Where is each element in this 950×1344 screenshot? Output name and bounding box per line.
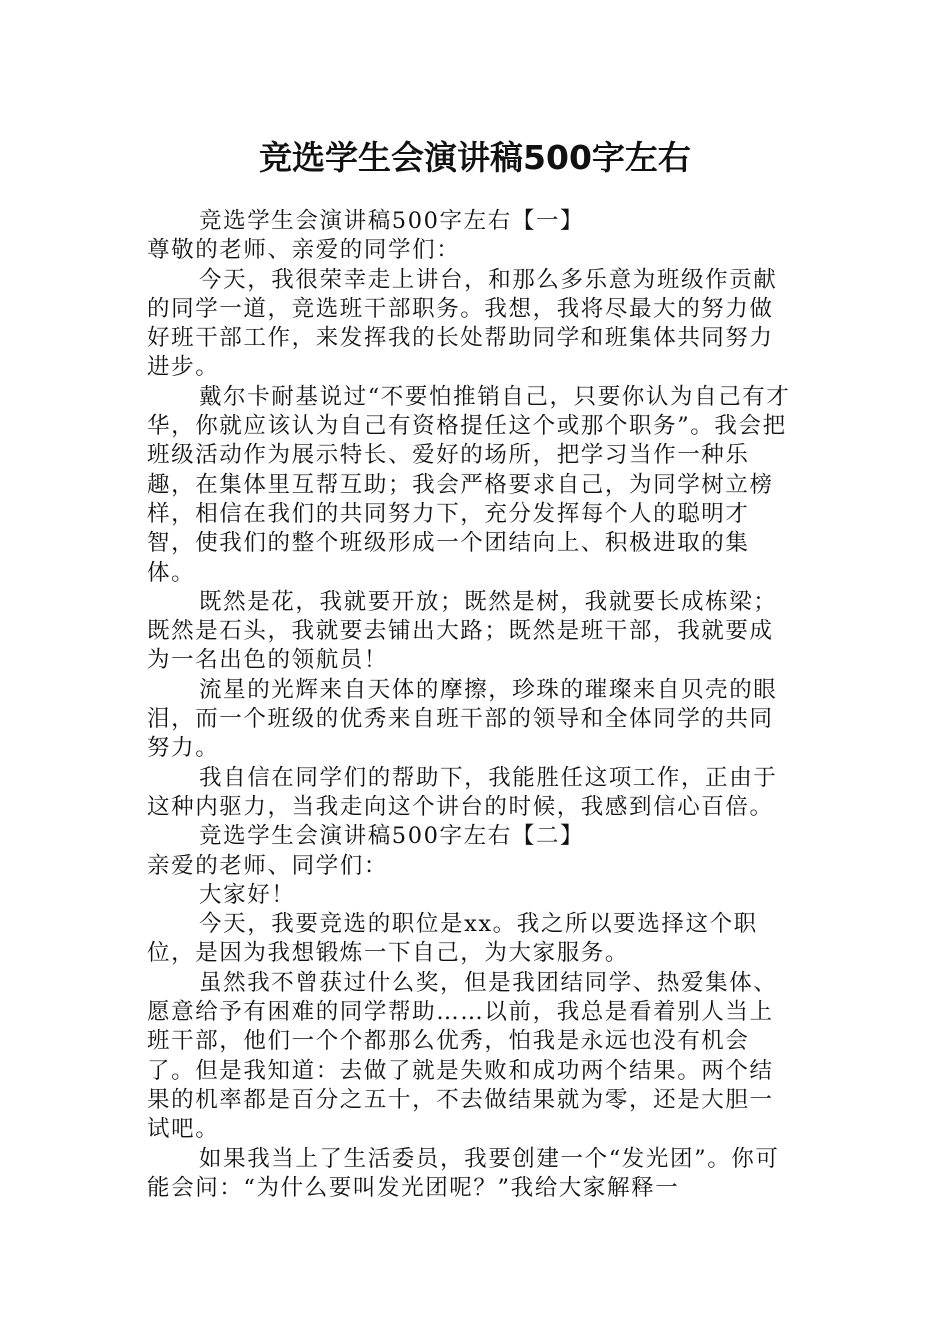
paragraph: 尊敬的老师、亲爱的同学们： — [147, 237, 461, 264]
paragraph: 今天，我很荣幸走上讲台，和那么多乐意为班级作贡献的同学一道，竞选班干部职务。我想，我将尽最大的努力做好班干部工作，来发挥我的长处帮助同学和班集体共同努力进步。 — [147, 266, 778, 381]
paragraph: 虽然我不曾获过什么奖，但是我团结同学、热爱集体、愿意给予有困难的同学帮助……以前，我总是看着别人当上班干部，他们一个个都那么优秀，怕我是永远也没有机会了。但是我知道：去做了就是失败和成功两个结果。两个结果的机率都是百分之五十，不去做结果就为零，还是大胆一试吧。 — [147, 969, 778, 1143]
paragraph: 今天，我要竞选的职位是xx。我之所以要选择这个职位，是因为我想锻炼一下自己，为大家服务。 — [147, 911, 758, 967]
paragraph: 竞选学生会演讲稿500字左右【一】 — [199, 208, 585, 234]
paragraph: 大家好！ — [199, 881, 296, 908]
document-body — [147, 207, 792, 1203]
paragraph: 戴尔卡耐基说过“不要怕推销自己，只要你认为自己有才华，你就应该认为自己有资格提任这个或那个职务”。我会把班级活动作为展示特长、爱好的场所，把学习当作一种乐趣，在集体里互帮互助；我会严格要求自己，为同学树立榜样，相信在我们的共同努力下，充分发挥每个人的聪明才智，使我们的整个班级形成一个团结向上、积极进取的集体。 — [147, 383, 791, 586]
paragraph: 亲爱的老师、同学们： — [147, 852, 389, 879]
paragraph: 竞选学生会演讲稿500字左右【二】 — [199, 823, 585, 850]
paragraph: 我自信在同学们的帮助下，我能胜任这项工作，正由于这种内驱力，当我走向这个讲台的时候，我感到信心百倍。 — [147, 764, 778, 820]
paragraph: 既然是花，我就要开放；既然是树，我就要长成栋梁；既然是石头，我就要去铺出大路；既然是班干部，我就要成为一名出色的领航员！ — [147, 588, 778, 674]
paragraph: 如果我当上了生活委员，我要创建一个“发光团”。你可能会问：“为什么要叫发光团呢？”我给大家解释一 — [147, 1145, 780, 1201]
paragraph: 流星的光辉来自天体的摩擦，珍珠的璀璨来自贝壳的眼泪，而一个班级的优秀来自班干部的领导和全体同学的共同努力。 — [147, 676, 778, 762]
document-title: 竞选学生会演讲稿500字左右 — [259, 138, 691, 177]
